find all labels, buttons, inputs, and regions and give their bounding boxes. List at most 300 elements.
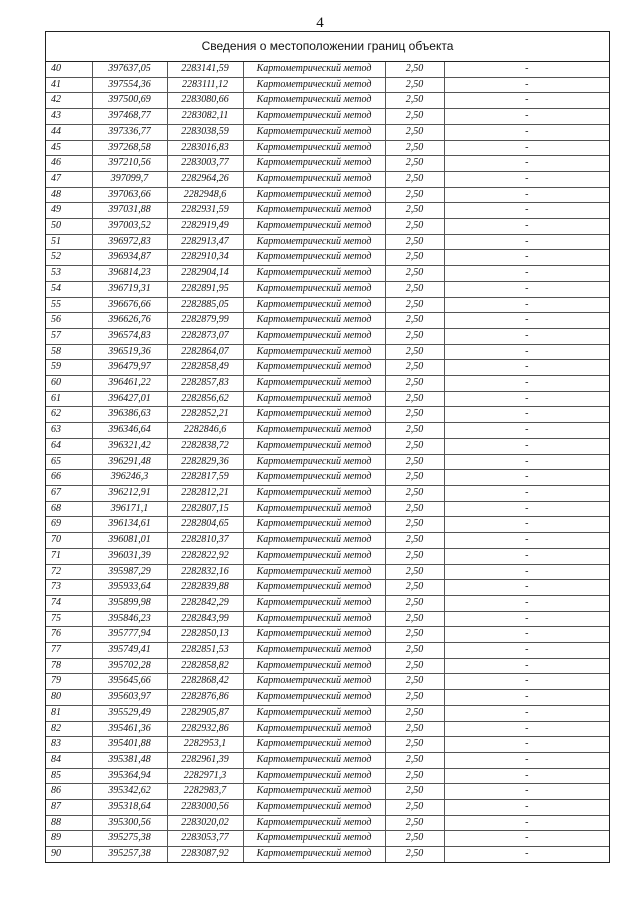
description-cell: - [444, 391, 609, 407]
y-coordinate-cell: 2283003,77 [167, 156, 243, 172]
point-number-cell: 73 [46, 580, 92, 596]
y-coordinate-cell: 2282804,65 [167, 517, 243, 533]
table-row [46, 658, 609, 674]
x-coordinate-cell: 396134,61 [92, 517, 167, 533]
y-coordinate-cell: 2282856,62 [167, 391, 243, 407]
method-cell: Картометрический метод [243, 62, 385, 77]
description-cell: - [444, 815, 609, 831]
accuracy-cell: 2,50 [385, 203, 444, 219]
point-number-cell: 70 [46, 533, 92, 549]
x-coordinate-cell: 397063,66 [92, 187, 167, 203]
accuracy-cell: 2,50 [385, 344, 444, 360]
point-number-cell: 61 [46, 391, 92, 407]
accuracy-cell: 2,50 [385, 250, 444, 266]
x-coordinate-cell: 396031,39 [92, 548, 167, 564]
method-cell: Картометрический метод [243, 768, 385, 784]
accuracy-cell: 2,50 [385, 297, 444, 313]
y-coordinate-cell: 2282843,99 [167, 611, 243, 627]
method-cell: Картометрический метод [243, 171, 385, 187]
y-coordinate-cell: 2283020,02 [167, 815, 243, 831]
y-coordinate-cell: 2282839,88 [167, 580, 243, 596]
x-coordinate-cell: 395275,38 [92, 831, 167, 847]
accuracy-cell: 2,50 [385, 234, 444, 250]
y-coordinate-cell: 2282817,59 [167, 470, 243, 486]
point-number-cell: 63 [46, 423, 92, 439]
method-cell: Картометрический метод [243, 784, 385, 800]
table-row [46, 705, 609, 721]
x-coordinate-cell: 397468,77 [92, 109, 167, 125]
accuracy-cell: 2,50 [385, 595, 444, 611]
point-number-cell: 44 [46, 124, 92, 140]
y-coordinate-cell: 2282858,82 [167, 658, 243, 674]
accuracy-cell: 2,50 [385, 156, 444, 172]
table-row [46, 266, 609, 282]
method-cell: Картометрический метод [243, 124, 385, 140]
accuracy-cell: 2,50 [385, 533, 444, 549]
description-cell: - [444, 234, 609, 250]
table-row [46, 109, 609, 125]
accuracy-cell: 2,50 [385, 721, 444, 737]
point-number-cell: 57 [46, 328, 92, 344]
method-cell: Картометрический метод [243, 93, 385, 109]
method-cell: Картометрический метод [243, 423, 385, 439]
description-cell: - [444, 737, 609, 753]
x-coordinate-cell: 395318,64 [92, 800, 167, 816]
table-row [46, 595, 609, 611]
x-coordinate-cell: 395846,23 [92, 611, 167, 627]
method-cell: Картометрический метод [243, 328, 385, 344]
accuracy-cell: 2,50 [385, 62, 444, 77]
method-cell: Картометрический метод [243, 187, 385, 203]
point-number-cell: 42 [46, 93, 92, 109]
table-row [46, 391, 609, 407]
method-cell: Картометрический метод [243, 281, 385, 297]
table-row [46, 784, 609, 800]
method-cell: Картометрический метод [243, 376, 385, 392]
point-number-cell: 68 [46, 501, 92, 517]
accuracy-cell: 2,50 [385, 800, 444, 816]
point-number-cell: 79 [46, 674, 92, 690]
description-cell: - [444, 203, 609, 219]
accuracy-cell: 2,50 [385, 313, 444, 329]
description-cell: - [444, 674, 609, 690]
point-number-cell: 51 [46, 234, 92, 250]
description-cell: - [444, 831, 609, 847]
point-number-cell: 50 [46, 219, 92, 235]
accuracy-cell: 2,50 [385, 93, 444, 109]
method-cell: Картометрический метод [243, 611, 385, 627]
point-number-cell: 77 [46, 643, 92, 659]
y-coordinate-cell: 2282919,49 [167, 219, 243, 235]
table-row [46, 564, 609, 580]
point-number-cell: 86 [46, 784, 92, 800]
method-cell: Картометрический метод [243, 470, 385, 486]
coordinates-table [46, 62, 609, 862]
y-coordinate-cell: 2282842,29 [167, 595, 243, 611]
point-number-cell: 90 [46, 847, 92, 862]
description-cell: - [444, 140, 609, 156]
description-cell: - [444, 627, 609, 643]
description-cell: - [444, 580, 609, 596]
method-cell: Картометрический метод [243, 77, 385, 93]
coordinates-table-body [46, 62, 609, 862]
y-coordinate-cell: 2282879,99 [167, 313, 243, 329]
description-cell: - [444, 533, 609, 549]
description-cell: - [444, 454, 609, 470]
x-coordinate-cell: 396461,22 [92, 376, 167, 392]
point-number-cell: 81 [46, 705, 92, 721]
x-coordinate-cell: 396427,01 [92, 391, 167, 407]
table-row [46, 454, 609, 470]
method-cell: Картометрический метод [243, 203, 385, 219]
description-cell: - [444, 266, 609, 282]
x-coordinate-cell: 396479,97 [92, 360, 167, 376]
y-coordinate-cell: 2282953,1 [167, 737, 243, 753]
table-row [46, 721, 609, 737]
y-coordinate-cell: 2283053,77 [167, 831, 243, 847]
x-coordinate-cell: 395987,29 [92, 564, 167, 580]
description-cell: - [444, 470, 609, 486]
description-cell: - [444, 297, 609, 313]
table-row [46, 124, 609, 140]
y-coordinate-cell: 2283080,66 [167, 93, 243, 109]
y-coordinate-cell: 2282913,47 [167, 234, 243, 250]
y-coordinate-cell: 2282851,53 [167, 643, 243, 659]
x-coordinate-cell: 396321,42 [92, 438, 167, 454]
description-cell: - [444, 313, 609, 329]
method-cell: Картометрический метод [243, 250, 385, 266]
description-cell: - [444, 62, 609, 77]
x-coordinate-cell: 395381,48 [92, 752, 167, 768]
description-cell: - [444, 93, 609, 109]
y-coordinate-cell: 2282905,87 [167, 705, 243, 721]
y-coordinate-cell: 2282822,92 [167, 548, 243, 564]
accuracy-cell: 2,50 [385, 171, 444, 187]
method-cell: Картометрический метод [243, 705, 385, 721]
y-coordinate-cell: 2283016,83 [167, 140, 243, 156]
table-row [46, 674, 609, 690]
point-number-cell: 75 [46, 611, 92, 627]
accuracy-cell: 2,50 [385, 564, 444, 580]
point-number-cell: 59 [46, 360, 92, 376]
description-cell: - [444, 501, 609, 517]
table-row [46, 93, 609, 109]
y-coordinate-cell: 2282931,59 [167, 203, 243, 219]
x-coordinate-cell: 396246,3 [92, 470, 167, 486]
description-cell: - [444, 171, 609, 187]
description-cell: - [444, 643, 609, 659]
y-coordinate-cell: 2283111,12 [167, 77, 243, 93]
x-coordinate-cell: 397210,56 [92, 156, 167, 172]
accuracy-cell: 2,50 [385, 831, 444, 847]
table-row [46, 376, 609, 392]
x-coordinate-cell: 397554,36 [92, 77, 167, 93]
point-number-cell: 76 [46, 627, 92, 643]
description-cell: - [444, 548, 609, 564]
accuracy-cell: 2,50 [385, 705, 444, 721]
description-cell: - [444, 328, 609, 344]
x-coordinate-cell: 395342,62 [92, 784, 167, 800]
point-number-cell: 52 [46, 250, 92, 266]
table-row [46, 611, 609, 627]
method-cell: Картометрический метод [243, 533, 385, 549]
description-cell: - [444, 690, 609, 706]
table-row [46, 360, 609, 376]
x-coordinate-cell: 395300,56 [92, 815, 167, 831]
accuracy-cell: 2,50 [385, 485, 444, 501]
point-number-cell: 58 [46, 344, 92, 360]
table-row [46, 77, 609, 93]
accuracy-cell: 2,50 [385, 124, 444, 140]
description-cell: - [444, 77, 609, 93]
point-number-cell: 47 [46, 171, 92, 187]
accuracy-cell: 2,50 [385, 219, 444, 235]
description-cell: - [444, 438, 609, 454]
y-coordinate-cell: 2282852,21 [167, 407, 243, 423]
description-cell: - [444, 250, 609, 266]
description-cell: - [444, 517, 609, 533]
point-number-cell: 60 [46, 376, 92, 392]
x-coordinate-cell: 395401,88 [92, 737, 167, 753]
point-number-cell: 43 [46, 109, 92, 125]
method-cell: Картометрический метод [243, 234, 385, 250]
table-row [46, 627, 609, 643]
method-cell: Картометрический метод [243, 627, 385, 643]
table-row [46, 847, 609, 862]
point-number-cell: 80 [46, 690, 92, 706]
accuracy-cell: 2,50 [385, 548, 444, 564]
y-coordinate-cell: 2282910,34 [167, 250, 243, 266]
point-number-cell: 64 [46, 438, 92, 454]
accuracy-cell: 2,50 [385, 674, 444, 690]
y-coordinate-cell: 2282904,14 [167, 266, 243, 282]
method-cell: Картометрический метод [243, 297, 385, 313]
point-number-cell: 55 [46, 297, 92, 313]
table-row [46, 140, 609, 156]
description-cell: - [444, 281, 609, 297]
accuracy-cell: 2,50 [385, 690, 444, 706]
accuracy-cell: 2,50 [385, 360, 444, 376]
point-number-cell: 41 [46, 77, 92, 93]
description-cell: - [444, 109, 609, 125]
x-coordinate-cell: 395645,66 [92, 674, 167, 690]
point-number-cell: 69 [46, 517, 92, 533]
y-coordinate-cell: 2282932,86 [167, 721, 243, 737]
description-cell: - [444, 485, 609, 501]
description-cell: - [444, 721, 609, 737]
table-row [46, 171, 609, 187]
table-row [46, 752, 609, 768]
method-cell: Картометрический метод [243, 800, 385, 816]
accuracy-cell: 2,50 [385, 517, 444, 533]
method-cell: Картометрический метод [243, 690, 385, 706]
table-row [46, 281, 609, 297]
table-row [46, 234, 609, 250]
accuracy-cell: 2,50 [385, 391, 444, 407]
method-cell: Картометрический метод [243, 391, 385, 407]
method-cell: Картометрический метод [243, 847, 385, 862]
description-cell: - [525, 848, 529, 860]
description-cell: - [444, 611, 609, 627]
y-coordinate-cell: 2282857,83 [167, 376, 243, 392]
accuracy-cell: 2,50 [385, 281, 444, 297]
y-coordinate-cell: 2283141,59 [167, 62, 243, 77]
y-coordinate-cell: 2282948,6 [167, 187, 243, 203]
x-coordinate-cell: 396719,31 [92, 281, 167, 297]
x-coordinate-cell: 395461,36 [92, 721, 167, 737]
accuracy-cell: 2,50 [385, 423, 444, 439]
accuracy-cell: 2,50 [385, 140, 444, 156]
y-coordinate-cell: 2282864,07 [167, 344, 243, 360]
x-coordinate-cell: 397003,52 [92, 219, 167, 235]
point-number-cell: 87 [46, 800, 92, 816]
point-number-cell: 88 [46, 815, 92, 831]
x-coordinate-cell: 396212,91 [92, 485, 167, 501]
description-cell: - [444, 156, 609, 172]
table-row [46, 187, 609, 203]
description-cell: - [444, 658, 609, 674]
table-row [46, 517, 609, 533]
table-row [46, 297, 609, 313]
method-cell: Картометрический метод [243, 156, 385, 172]
method-cell: Картометрический метод [243, 517, 385, 533]
accuracy-cell: 2,50 [385, 784, 444, 800]
y-coordinate-cell: 2282832,16 [167, 564, 243, 580]
accuracy-cell: 2,50 [385, 768, 444, 784]
x-coordinate-cell: 396574,83 [92, 328, 167, 344]
accuracy-cell: 2,50 [385, 658, 444, 674]
table-row [46, 438, 609, 454]
method-cell: Картометрический метод [243, 344, 385, 360]
description-cell: - [444, 705, 609, 721]
x-coordinate-cell: 395933,64 [92, 580, 167, 596]
table-row [46, 580, 609, 596]
point-number-cell: 67 [46, 485, 92, 501]
x-coordinate-cell: 397637,05 [92, 62, 167, 77]
table-row [46, 407, 609, 423]
point-number-cell: 84 [46, 752, 92, 768]
point-number-cell: 40 [46, 62, 92, 77]
x-coordinate-cell: 396386,63 [92, 407, 167, 423]
y-coordinate-cell: 2282838,72 [167, 438, 243, 454]
x-coordinate-cell: 397336,77 [92, 124, 167, 140]
y-coordinate-cell: 2282812,21 [167, 485, 243, 501]
point-number-cell: 45 [46, 140, 92, 156]
x-coordinate-cell: 396171,1 [92, 501, 167, 517]
y-coordinate-cell: 2282868,42 [167, 674, 243, 690]
accuracy-cell: 2,50 [385, 109, 444, 125]
description-cell: - [444, 423, 609, 439]
y-coordinate-cell: 2283000,56 [167, 800, 243, 816]
point-number-cell: 66 [46, 470, 92, 486]
description-cell: - [444, 564, 609, 580]
table-title: Сведения о местоположении границ объекта [46, 32, 609, 62]
point-number-cell: 56 [46, 313, 92, 329]
x-coordinate-cell: 396934,87 [92, 250, 167, 266]
y-coordinate-cell: 2282810,37 [167, 533, 243, 549]
method-cell: Картометрический метод [243, 454, 385, 470]
y-coordinate-cell: 2282964,26 [167, 171, 243, 187]
point-number-cell: 65 [46, 454, 92, 470]
table-row [46, 156, 609, 172]
y-coordinate-cell: 2283082,11 [167, 109, 243, 125]
accuracy-cell: 2,50 [385, 580, 444, 596]
method-cell: Картометрический метод [243, 360, 385, 376]
x-coordinate-cell: 395777,94 [92, 627, 167, 643]
accuracy-cell: 2,50 [385, 454, 444, 470]
description-cell: - [444, 187, 609, 203]
x-coordinate-cell: 396081,01 [92, 533, 167, 549]
method-cell: Картометрический метод [243, 658, 385, 674]
method-cell: Картометрический метод [243, 313, 385, 329]
accuracy-cell: 2,50 [385, 376, 444, 392]
table-row [46, 485, 609, 501]
y-coordinate-cell: 2282858,49 [167, 360, 243, 376]
method-cell: Картометрический метод [243, 485, 385, 501]
accuracy-cell: 2,50 [385, 815, 444, 831]
accuracy-cell: 2,50 [385, 847, 444, 862]
x-coordinate-cell: 397031,88 [92, 203, 167, 219]
table-row [46, 313, 609, 329]
method-cell: Картометрический метод [243, 643, 385, 659]
table-row [46, 768, 609, 784]
table-row [46, 501, 609, 517]
method-cell: Картометрический метод [243, 721, 385, 737]
x-coordinate-cell: 397500,69 [92, 93, 167, 109]
y-coordinate-cell: 2282876,86 [167, 690, 243, 706]
accuracy-cell: 2,50 [385, 627, 444, 643]
x-coordinate-cell: 395899,98 [92, 595, 167, 611]
method-cell: Картометрический метод [243, 737, 385, 753]
accuracy-cell: 2,50 [385, 643, 444, 659]
accuracy-cell: 2,50 [385, 187, 444, 203]
point-number-cell: 71 [46, 548, 92, 564]
y-coordinate-cell: 2282846,6 [167, 423, 243, 439]
method-cell: Картометрический метод [243, 219, 385, 235]
table-row [46, 62, 609, 77]
point-number-cell: 78 [46, 658, 92, 674]
x-coordinate-cell: 396676,66 [92, 297, 167, 313]
table-row [46, 470, 609, 486]
y-coordinate-cell: 2282891,95 [167, 281, 243, 297]
method-cell: Картометрический метод [243, 548, 385, 564]
accuracy-cell: 2,50 [385, 266, 444, 282]
point-number-cell: 53 [46, 266, 92, 282]
table-row [46, 344, 609, 360]
y-coordinate-cell: 2282850,13 [167, 627, 243, 643]
accuracy-cell: 2,50 [385, 752, 444, 768]
table-row [46, 831, 609, 847]
table-row [46, 533, 609, 549]
point-number-cell: 62 [46, 407, 92, 423]
description-cell: - [444, 376, 609, 392]
x-coordinate-cell: 396626,76 [92, 313, 167, 329]
table-row [46, 219, 609, 235]
page-number: 4 [316, 15, 324, 31]
x-coordinate-cell: 395257,38 [92, 847, 167, 862]
method-cell: Картометрический метод [243, 407, 385, 423]
point-number-cell: 72 [46, 564, 92, 580]
method-cell: Картометрический метод [243, 831, 385, 847]
table-row [46, 815, 609, 831]
table-row [46, 737, 609, 753]
description-cell: - [444, 407, 609, 423]
x-coordinate-cell: 396972,83 [92, 234, 167, 250]
x-coordinate-cell: 396291,48 [92, 454, 167, 470]
description-cell: - [444, 752, 609, 768]
point-number-cell: 46 [46, 156, 92, 172]
accuracy-cell: 2,50 [385, 407, 444, 423]
